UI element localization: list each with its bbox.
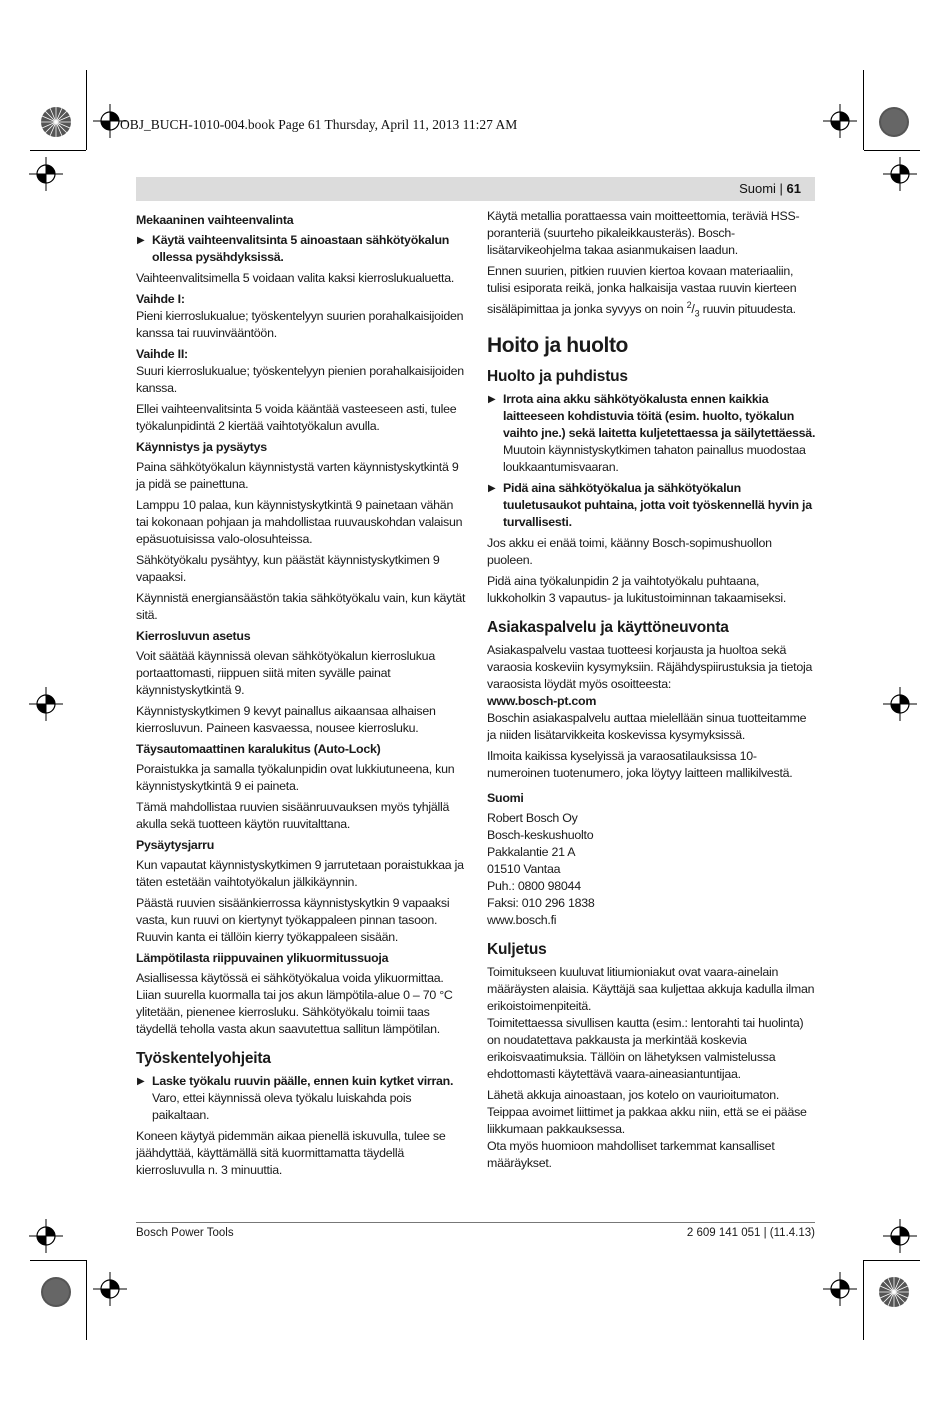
subsection-heading: Kuljetus — [487, 940, 547, 958]
star-target-icon — [878, 1276, 910, 1308]
footer-doc-number: 2 609 141 051 | (11.4.13) — [686, 1227, 815, 1239]
section-heading: Täysautomaattinen karalukitus (Auto-Lock) — [136, 742, 381, 756]
safety-bullet — [487, 480, 817, 531]
gear-2-block — [136, 346, 466, 397]
paragraph: Asiallisessa käytössä ei sähkötyökalua voida ylikuormittaa. Liian suurella kuormalla tai jos akun lämpötila-alue 0 – 70 °C ylitetään, pienenee kierrosluku. Sähkötyökalu toimii taas täydellä teholla vasta akun saavutettua sallitun lämpötilan. — [136, 971, 453, 1036]
address-line: 01510 Vantaa — [487, 861, 561, 876]
paragraph: Lamppu 10 palaa, kun käynnistyskytkintä 9 painetaan vähän tai kokonaan pohjaan ja mahdollistaa ruuvauskohdan valaisun epäsuotuisissa valo-olosuhteissa. — [136, 498, 463, 546]
section-heading: Kierrosluvun asetus — [136, 629, 251, 643]
subsection-heading: Työskentelyohjeita — [136, 1050, 271, 1067]
page-header: Suomi | 61 — [739, 181, 801, 196]
paragraph-part: ruuvin pituudesta. — [702, 302, 796, 317]
chapter-heading: Hoito ja huolto — [487, 333, 628, 357]
bullet-text: Muutoin käynnistyskytkimen tahaton painallus muodostaa loukkaantumisvaaran. — [503, 442, 806, 474]
paragraph: Jos akku ei enää toimi, käänny Bosch-sopimushuollon puoleen. — [487, 535, 772, 567]
address-block — [487, 810, 817, 929]
address-line: Robert Bosch Oy — [487, 810, 578, 825]
registration-mark-icon — [883, 157, 917, 191]
paragraph: Päästä ruuvien sisäänkierrossa käynnistyskytkin 9 vapaaksi vasta, kun ruuvi on kiertynyt työkappaleen pinnan tasoon. Ruuvin kanta ei tällöin kierry työkappaleen sisään. — [136, 896, 450, 944]
file-header: OBJ_BUCH-1010-004.book Page 61 Thursday, April 11, 2013 11:27 AM — [120, 117, 518, 132]
gear-label: Vaihde I: — [136, 292, 185, 306]
triangle-bullet-icon: ▶ — [488, 482, 496, 494]
paragraph: Ellei vaihteenvalitsinta 5 voida kääntää vasteeseen asti, tulee työkalunpidintä 2 kiertää vaihtotyökalun avulla. — [136, 402, 457, 433]
safety-bullet — [136, 1073, 466, 1124]
address-website-link[interactable]: www.bosch.fi — [487, 912, 557, 927]
paragraph: Ota myös huomioon mahdolliset tarkemmat kansalliset määräykset. — [487, 1138, 775, 1170]
registration-mark-icon — [883, 1219, 917, 1253]
footer-publisher: Bosch Power Tools — [136, 1227, 234, 1239]
bullet-bold-text: Laske työkalu ruuvin päälle, ennen kuin kytket virran. — [152, 1074, 454, 1088]
bullet-bold-text: Irrota aina akku sähkötyökalusta ennen kaikkia laitteeseen kohdistuvia töitä (esim. huolto, työkalun vaihto jne.) sekä laitetta kuljetettaessa ja säilytettäessä. — [503, 391, 816, 440]
section-name: Suomi — [739, 181, 776, 196]
subsection-heading: Asiakaspalvelu ja käyttöneuvonta — [487, 618, 729, 636]
footer-divider — [136, 1222, 815, 1223]
paragraph: Tämä mahdollistaa ruuvien sisäänruuvauksen myös tyhjällä akulla sekä tuotteen käytön ruuvitalttana. — [136, 800, 450, 831]
gray-target-icon — [878, 106, 910, 138]
address-line: Bosch-keskushuolto — [487, 827, 594, 842]
paragraph: Sähkötyökalu pysähtyy, kun päästät käynnistyskytkimen 9 vapaaksi. — [136, 553, 440, 584]
registration-mark-icon — [883, 687, 917, 721]
paragraph: Käytä metallia porattaessa vain moitteettomia, teräviä HSS-poranteriä (suurteho pikaleikkausteräs). Bosch-lisätarvikeohjelma takaa asianmukaisen laadun. — [487, 209, 800, 257]
paragraph: Käynnistyskytkimen 9 kevyt painallus aikaansaa alhaisen kierrosluvun. Paineen kasvaessa, nousee kierrosluku. — [136, 704, 436, 735]
registration-mark-icon — [823, 104, 857, 138]
registration-mark-icon — [29, 687, 63, 721]
paragraph: Koneen käytyä pidemmän aikaa pienellä iskuvulla, tulee se jäähdyttää, käyttämällä sitä kuormittamatta täydellä kierrosluvulla n. 3 minuuttia. — [136, 1129, 446, 1177]
registration-mark-icon — [823, 1272, 857, 1306]
address-line: Puh.: 0800 98044 — [487, 878, 581, 893]
registration-mark-icon — [93, 1272, 127, 1306]
page-number: 61 — [786, 181, 801, 196]
triangle-bullet-icon: ▶ — [137, 1076, 145, 1087]
registration-mark-icon — [29, 157, 63, 191]
paragraph: Pidä aina työkalunpidin 2 ja vaihtotyökalu puhtaana, lukkoholkin 3 vapautus- ja lukitustoiminnan takaamiseksi. — [487, 573, 787, 605]
page-header-bar — [136, 177, 815, 201]
paragraph: Lähetä akkuja ainoastaan, jos kotelo on vaurioitumaton. Teippaa avoimet liittimet ja pakkaa akku niin, että se ei pääse liikkumaan pakkauksessa. — [487, 1087, 807, 1136]
paragraph: Vaihteenvalitsimella 5 voidaan valita kaksi kierroslukualuetta. — [136, 271, 455, 285]
paragraph: Toimitettaessa sivullisen kautta (esim.: lentorahti tai huolinta) on noudatettava pakkausta ja merkintää koskevia erikoisvaatimuksia. Tällöin on lähetyksen valmistelussa ehdottomasti käytettävä vaara-aineasiantuntijaa. — [487, 1015, 804, 1081]
paragraph: Poraistukka ja samalla työkalunpidin ovat lukkiutuneena, kun käynnistyskytkintä 9 ei paineta. — [136, 762, 455, 793]
bullet-text: Käytä vaihteenvalitsinta 5 ainoastaan sähkötyökalun ollessa pysähdyksissä. — [152, 233, 450, 264]
star-target-icon — [40, 106, 72, 138]
triangle-bullet-icon: ▶ — [488, 393, 496, 405]
registration-mark-icon — [29, 1219, 63, 1253]
fraction-numerator: 2 — [686, 300, 692, 310]
safety-bullet — [487, 391, 817, 476]
paragraph: Kun vapautat käynnistyskytkimen 9 jarrutetaan poraistukkaa ja täten estetään vaihtotyökalun jälkikäynnin. — [136, 858, 464, 889]
section-heading: Pysäytysjarru — [136, 838, 215, 852]
bullet-bold-text: Pidä aina sähkötyökalua ja sähkötyökalun tuuletusaukot puhtaina, jotta voit työskennellä hyvin ja turvallisesti. — [503, 480, 812, 529]
paragraph: Paina sähkötyökalun käynnistystä varten käynnistyskytkintä 9 ja pidä se painettuna. — [136, 460, 459, 491]
paragraph: Toimitukseen kuuluvat litiumioniakut ovat vaara-ainelain määräysten alaisia. Käyttäjä saa kuljettaa akkuja kadulla ilman erikoistoimenpiteitä. — [487, 964, 815, 1013]
paragraph: Ilmoita kaikissa kyselyissä ja varaosatilauksissa 10-numeroinen tuotenumero, joka löytyy laitteen mallikilvestä. — [487, 748, 793, 780]
paragraph-part: Ennen suurien, pitkien ruuvien kiertoa kovaan materiaaliin, tulisi esiporata reikä, jonka halkaisija vastaa ruuvin kierteen sisäläpimittaa ja jonka syvyys on noin — [487, 264, 797, 317]
subsection-heading: Huolto ja puhdistus — [487, 367, 628, 385]
paragraph: Boschin asiakaspalvelu auttaa mielellään sinua tuotteitamme ja niiden lisätarvikkeita koskevissa kysymyksissä. — [487, 710, 807, 742]
right-column — [487, 208, 817, 1176]
gray-target-icon — [40, 1276, 72, 1308]
service-url-link[interactable]: www.bosch-pt.com — [487, 693, 597, 708]
triangle-bullet-icon: ▶ — [137, 235, 145, 246]
gear-text: Suuri kierroslukualue; työskentelyyn pienien porahalkaisijoiden kanssa. — [136, 364, 464, 395]
left-column — [136, 208, 466, 1183]
section-heading: Käynnistys ja pysäytys — [136, 440, 267, 454]
paragraph: Voit säätää käynnissä olevan sähkötyökalun kierroslukua portaattomasti, riippuen siitä miten syvälle painat käynnistyskytkintä 9. — [136, 649, 435, 697]
gear-text: Pieni kierroslukualue; työskentelyyn suurien porahalkaisijoiden kanssa tai ruuvinvääntöön. — [136, 309, 464, 340]
bullet-text: Varo, ettei käynnissä oleva työkalu luiskahda pois paikaltaan. — [152, 1091, 412, 1122]
section-heading: Lämpötilasta riippuvainen ylikuormitussuoja — [136, 951, 389, 965]
paragraph: Käynnistä energiansäästön takia sähkötyökalu vain, kun käytät sitä. — [136, 591, 466, 622]
section-heading: Mekaaninen vaihteenvalinta — [136, 213, 294, 227]
address-line: Pakkalantie 21 A — [487, 844, 576, 859]
safety-bullet — [136, 232, 466, 266]
address-line: Faksi: 010 296 1838 — [487, 895, 595, 910]
paragraph: Asiakaspalvelu vastaa tuotteesi korjausta ja huoltoa sekä varaosia koskeviin kysymyksiin. Räjähdyspiirustuksia ja tietoja varaosista löydät myös osoitteesta: — [487, 642, 813, 691]
gear-label: Vaihde II: — [136, 347, 188, 361]
paragraph-with-fraction: Ennen suurien, pitkien ruuvien kiertoa kovaan materiaaliin, tulisi esiporata reikä, jonka halkaisija vastaa ruuvin kierteen sisäläpimittaa ja jonka syvyys on noin $^2/_3$ ruuvin pituudesta. — [487, 264, 797, 319]
gear-1-block — [136, 291, 466, 342]
country-heading: Suomi — [487, 790, 524, 805]
fraction-denominator: 3 — [694, 308, 700, 319]
